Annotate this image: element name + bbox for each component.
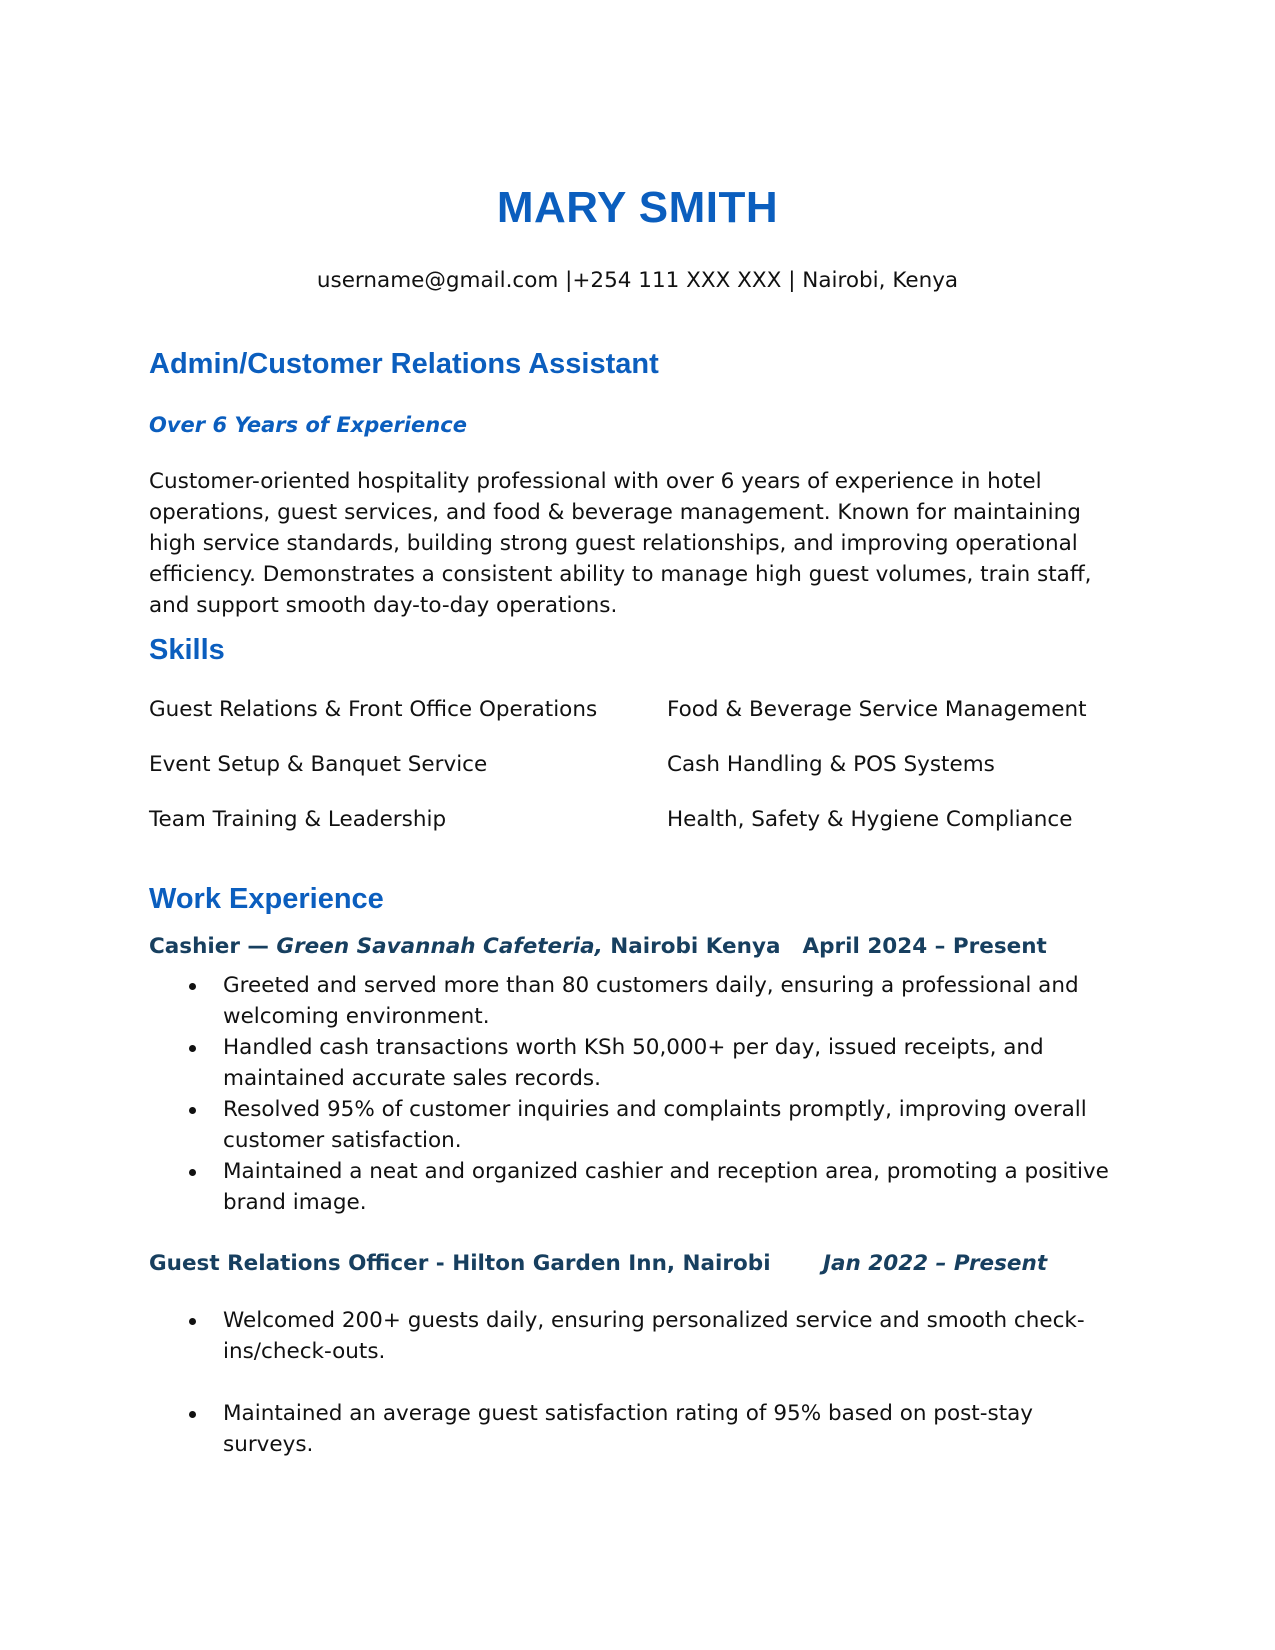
job-dates: April 2024 – Present [802, 934, 1047, 959]
work-experience-heading: Work Experience [149, 883, 384, 915]
bullet-item: Welcomed 200+ guests daily, ensuring personalized service and smooth check-ins/check-outs. [149, 1305, 1129, 1367]
bullet-item: Resolved 95% of customer inquiries and complaints promptly, improving overall customer satisfaction. [149, 1094, 1129, 1156]
skill-item: Health, Safety & Hygiene Compliance [667, 807, 1073, 832]
profile-title: Admin/Customer Relations Assistant [149, 348, 659, 380]
bullet-icon [189, 1411, 196, 1418]
bullet-icon [189, 1045, 196, 1052]
bullet-item: Maintained an average guest satisfaction rating of 95% based on post-stay surveys. [149, 1398, 1129, 1460]
job-heading [149, 1251, 1048, 1276]
profile-summary: Customer-oriented hospitality professional with over 6 years of experience in hotel operations, guest services, and food & beverage management. Known for maintaining high service standards, building strong guest relationships, and improving operational efficiency. Demonstrates a consistent ability to manage high guest volumes, train staff, and support smooth day-to-day operations. [149, 469, 1092, 618]
job-company: Green Savannah Cafeteria, [276, 934, 603, 959]
skill-item: Cash Handling & POS Systems [667, 752, 995, 777]
bullet-icon [189, 1107, 196, 1114]
bullet-icon [189, 983, 196, 990]
skill-item: Guest Relations & Front Office Operations [149, 697, 598, 722]
job-role: Guest Relations Officer - Hilton Garden Inn, Nairobi [149, 1251, 771, 1276]
bullet-item: Handled cash transactions worth KSh 50,000+ per day, issued receipts, and maintained accurate sales records. [149, 1032, 1129, 1094]
job-location: Nairobi Kenya [602, 934, 781, 959]
skills-heading: Skills [149, 634, 225, 666]
bullet-icon [189, 1318, 196, 1325]
bullet-icon [189, 1169, 196, 1176]
job-dates: Jan 2022 – Present [823, 1251, 1048, 1276]
skill-item: Food & Beverage Service Management [667, 697, 1087, 722]
job-heading [149, 934, 1047, 959]
skill-item: Team Training & Leadership [149, 807, 447, 832]
bullet-item: Maintained a neat and organized cashier and reception area, promoting a positive brand image. [149, 1156, 1129, 1218]
job-role: Cashier — [149, 934, 277, 959]
candidate-name: MARY SMITH [496, 183, 779, 232]
bullet-item: Greeted and served more than 80 customers daily, ensuring a professional and welcoming environment. [149, 970, 1129, 1032]
contact-line: username@gmail.com |+254 111 XXX XXX | Nairobi, Kenya [316, 268, 959, 293]
skill-item: Event Setup & Banquet Service [149, 752, 488, 777]
experience-subtitle: Over 6 Years of Experience [149, 413, 467, 437]
